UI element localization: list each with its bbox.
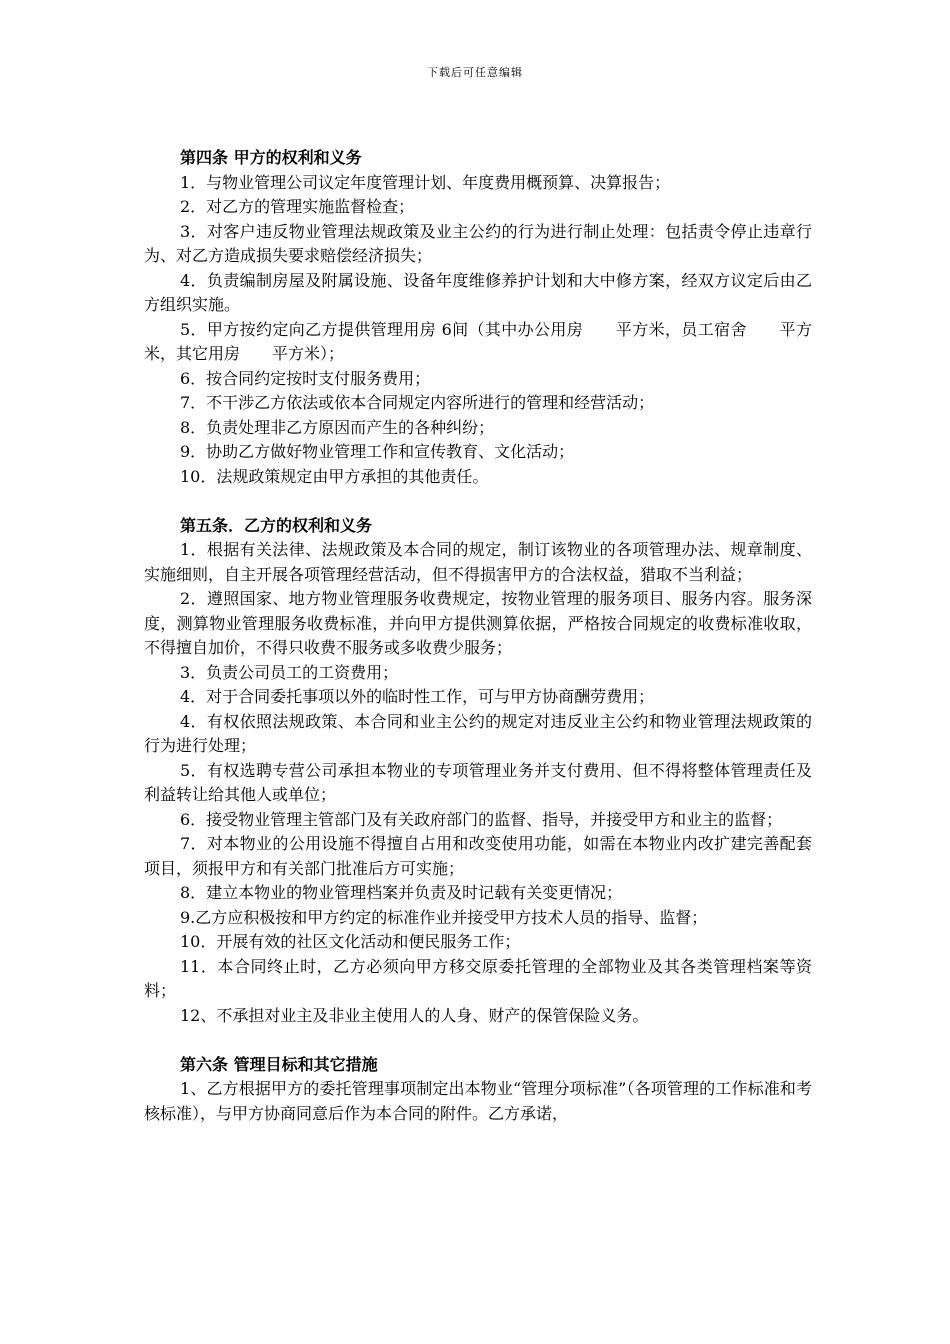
paragraph: 1．根据有关法律、法规政策及本合同的规定，制订该物业的各项管理办法、规章制度、实施细则，自主开展各项管理经营活动，但不得损害甲方的合法权益，猎取不当利益；	[144, 540, 812, 584]
section-spacer	[144, 1028, 812, 1053]
paragraph: 5．甲方按约定向乙方提供管理用房 6间（其中办公用房 平方米，员工宿舍 平方米，其它用房 平方米）；	[144, 319, 812, 363]
paragraph: 4．负责编制房屋及附属设施、设备年度维修养护计划和大中修方案，经双方议定后由乙方组织实施。	[144, 270, 812, 314]
paragraph: 2．遵照国家、地方物业管理服务收费规定，按物业管理的服务项目、服务内容。服务深度，测算物业管理服务收费标准，并向甲方提供测算依据，严格按合同规定的收费标准收取，不得擅自加价，不得只收费不服务或多收费少服务；	[144, 589, 812, 657]
section-title: 第六条 管理目标和其它措施	[180, 1054, 378, 1074]
section-spacer	[144, 489, 812, 514]
paragraph: 5．有权选聘专营公司承担本物业的专项管理业务并支付费用、但不得将整体管理责任及利益转让给其他人或单位；	[144, 760, 812, 804]
paragraph: 7．不干涉乙方依法或依本合同规定内容所进行的管理和经营活动；	[180, 393, 655, 412]
paragraph: 10．开展有效的社区文化活动和便民服务工作；	[180, 932, 521, 951]
section-article-6	[144, 1053, 812, 1127]
paragraph: 6．接受物业管理主管部门及有关政府部门的监督、指导，并接受甲方和业主的监督；	[180, 809, 783, 829]
section-title: 第五条．乙方的权利和义务	[180, 515, 373, 535]
paragraph: 9.乙方应积极按和甲方约定的标准作业并接受甲方技术人员的指导、监督；	[180, 907, 708, 927]
paragraph: 9．协助乙方做好物业管理工作和宣传教育、文化活动；	[180, 442, 575, 461]
paragraph: 7．对本物业的公用设施不得擅自占用和改变使用功能，如需在本物业内改扩建完善配套项目，须报甲方和有关部门批准后方可实施；	[144, 834, 812, 878]
paragraph: 10．法规政策规定由甲方承担的其他责任。	[180, 466, 489, 486]
paragraph: 4．对于合同委托事项以外的临时性工作，可与甲方协商酬劳费用；	[180, 687, 655, 706]
paragraph: 3．负责公司员工的工资费用；	[180, 662, 399, 682]
paragraph: 11．本合同终止时，乙方必须向甲方移交原委托管理的全部物业及其各类管理档案等资料；	[144, 956, 812, 1000]
paragraph: 8．负责处理非乙方原因而产生的各种纠纷；	[180, 417, 495, 437]
paragraph: 4．有权依照法规政策、本合同和业主公约的规定对违反业主公约和物业管理法规政策的行为进行处理；	[144, 711, 812, 755]
section-article-4	[144, 146, 812, 489]
paragraph: 12、不承担对业主及非业主使用人的人身、财产的保管保险义务。	[180, 1005, 649, 1025]
section-title: 第四条 甲方的权利和义务	[180, 148, 362, 167]
paragraph: 8．建立本物业的物业管理档案并负责及时记载有关变更情况；	[180, 883, 623, 902]
paragraph: 1、乙方根据甲方的委托管理事项制定出本物业“管理分项标准”（各项管理的工作标准和考核标准），与甲方协商同意后作为本合同的附件。乙方承诺，	[144, 1079, 812, 1123]
paragraph: 2．对乙方的管理实施监督检查；	[180, 197, 415, 216]
paragraph: 6．按合同约定按时支付服务费用；	[180, 368, 431, 388]
page-header: 下载后可任意编辑	[427, 66, 523, 79]
document-body	[144, 146, 812, 1126]
paragraph: 3．对客户违反物业管理法规政策及业主公约的行为进行制止处理：包括责令停止违章行为、对乙方造成损失要求赔偿经济损失；	[144, 221, 812, 265]
section-article-5	[144, 514, 812, 1029]
paragraph: 1．与物业管理公司议定年度管理计划、年度费用概预算、决算报告；	[180, 172, 671, 192]
